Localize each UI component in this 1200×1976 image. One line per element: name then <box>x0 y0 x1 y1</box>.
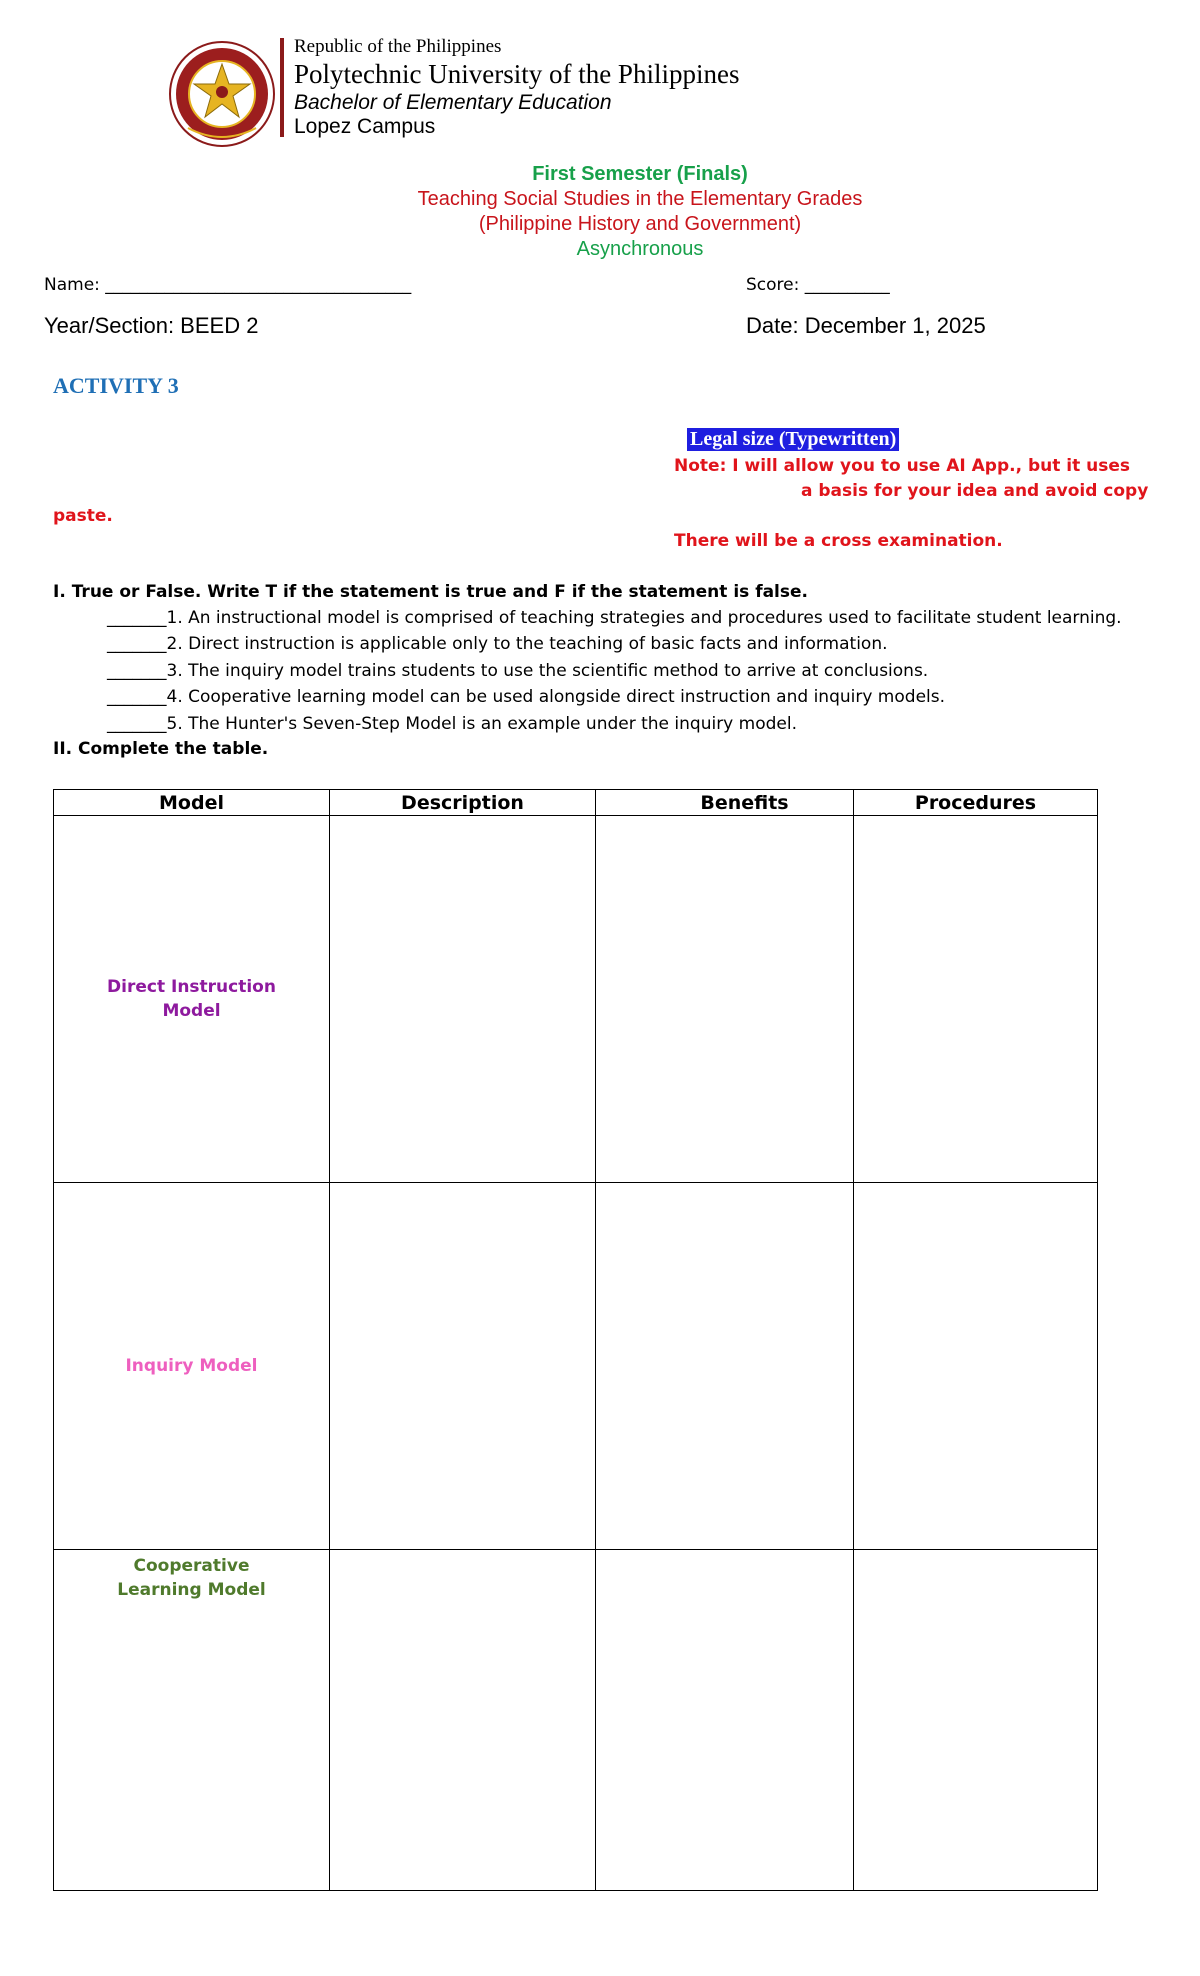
date-field: Date: December 1, 2025 <box>746 313 986 338</box>
model-cell <box>54 1550 330 1891</box>
benefits-cell[interactable] <box>596 1550 854 1891</box>
model-label-direct-instruction: Direct Instruction Model <box>107 977 276 1021</box>
legal-size-badge: Legal size (Typewritten) <box>687 428 899 451</box>
year-section: Year/Section: BEED 2 <box>44 313 259 338</box>
description-cell[interactable] <box>330 816 596 1183</box>
question-3: _______3. The inquiry model trains students to use the scientific method to arrive at conclusions. <box>107 661 929 681</box>
models-table <box>53 789 1098 1891</box>
column-header-benefits: Benefits <box>596 790 854 816</box>
note-line-3: paste. <box>53 506 113 526</box>
procedures-cell[interactable] <box>854 1183 1098 1550</box>
model-cell <box>54 1183 330 1550</box>
name-field: Name: ____________________________________ <box>44 275 412 295</box>
header-divider <box>280 38 284 137</box>
note-line-2: a basis for your idea and avoid copy <box>801 481 1149 501</box>
university-name: Polytechnic University of the Philippines <box>294 59 740 89</box>
question-5: _______5. The Hunter's Seven-Step Model is an example under the inquiry model. <box>107 714 797 734</box>
university-seal <box>168 40 276 148</box>
procedures-cell[interactable] <box>854 1550 1098 1891</box>
model-label-inquiry: Inquiry Model <box>125 1356 258 1376</box>
part1-instruction: I. True or False. Write T if the statement is true and F if the statement is false. <box>53 582 808 602</box>
procedures-cell[interactable] <box>854 816 1098 1183</box>
benefits-cell[interactable] <box>596 1183 854 1550</box>
republic-text: Republic of the Philippines <box>294 36 502 57</box>
model-label-cooperative-learning: Cooperative Learning Model <box>117 1556 266 1600</box>
campus-name: Lopez Campus <box>294 115 436 138</box>
delivery-mode: Asynchronous <box>576 238 704 260</box>
semester-title: First Semester (Finals) <box>532 163 748 185</box>
table-row <box>54 1183 1098 1550</box>
activity-title: ACTIVITY 3 <box>53 373 179 398</box>
column-header-model: Model <box>54 790 330 816</box>
column-header-procedures: Procedures <box>854 790 1098 816</box>
question-2: _______2. Direct instruction is applicable only to the teaching of basic facts and information. <box>107 634 888 654</box>
note-line-1: Note: I will allow you to use AI App., but it uses <box>674 456 1131 476</box>
course-title: Teaching Social Studies in the Elementary Grades <box>417 188 863 210</box>
table-row <box>54 816 1098 1183</box>
table-row <box>54 1550 1098 1891</box>
course-subtitle: (Philippine History and Government) <box>478 213 802 235</box>
score-field: Score: __________ <box>746 275 890 295</box>
part2-instruction: II. Complete the table. <box>53 739 269 759</box>
model-cell <box>54 816 330 1183</box>
question-1: _______1. An instructional model is comprised of teaching strategies and procedures used to facilitate student learning. <box>107 608 1122 628</box>
table-header-row <box>54 790 1098 816</box>
note-line-4: There will be a cross examination. <box>674 531 1003 551</box>
benefits-cell[interactable] <box>596 816 854 1183</box>
description-cell[interactable] <box>330 1550 596 1891</box>
description-cell[interactable] <box>330 1183 596 1550</box>
column-header-description: Description <box>330 790 596 816</box>
question-4: _______4. Cooperative learning model can be used alongside direct instruction and inquiry models. <box>107 687 946 707</box>
program-name: Bachelor of Elementary Education <box>294 91 612 114</box>
